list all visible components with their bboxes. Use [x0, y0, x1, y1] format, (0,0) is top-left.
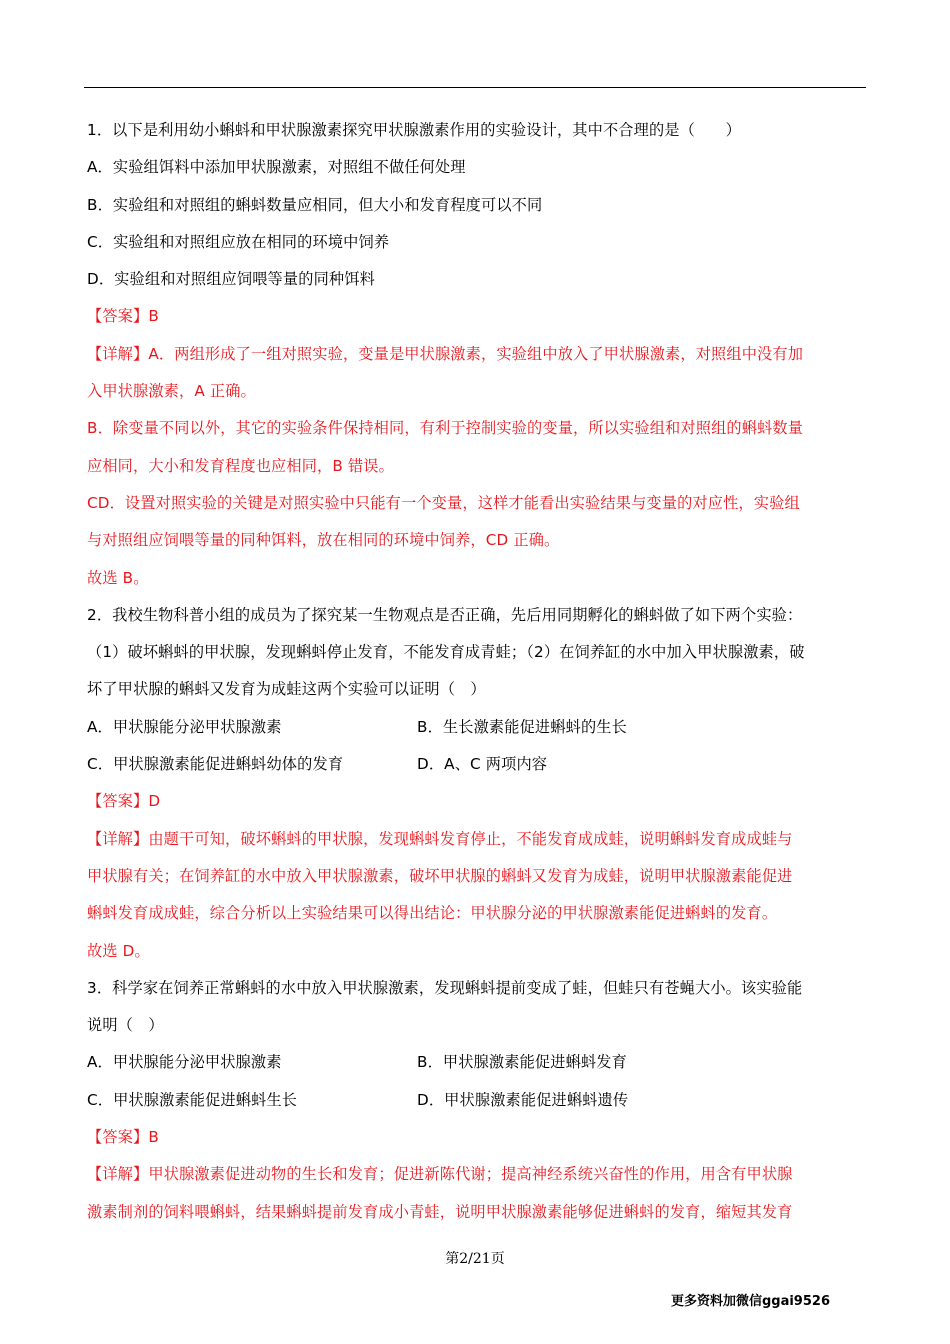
q1-option-d: D．实验组和对照组应饲喂等量的同种饵料	[87, 270, 375, 289]
q2-option-a: A．甲状腺能分泌甲状腺激素	[87, 717, 282, 736]
q1-stem: 1．以下是利用幼小蝌蚪和甲状腺激素探究甲状腺激素作用的实验设计，其中不合理的是（ ）	[87, 121, 741, 139]
q1-option-c: C．实验组和对照组应放在相同的环境中饲养	[87, 232, 390, 251]
q3-options-row	[87, 1082, 867, 1119]
q2-answer: 【答案】D	[87, 792, 161, 811]
q2-stem-line: 坏了甲状腺的蝌蚪又发育为成蛙这两个实验可以证明（ ）	[87, 680, 486, 699]
q1-conclusion: 故选 B。	[87, 568, 149, 587]
q1-option-b: B．实验组和对照组的蝌蚪数量应相同，但大小和发育程度可以不同	[87, 195, 543, 214]
q2-explanation-line: 【详解】由题干可知，破坏蝌蚪的甲状腺，发现蝌蚪发育停止，不能发育成成蛙，说明蝌蚪发育成成蛙与	[87, 829, 793, 848]
q1-option-a: A．实验组饵料中添加甲状腺激素，对照组不做任何处理	[87, 158, 466, 177]
q1-explanation-line: 与对照组应饲喂等量的同种饵料，放在相同的环境中饲养，CD 正确。	[87, 531, 560, 550]
q3-option-a: A．甲状腺能分泌甲状腺激素	[87, 1053, 282, 1072]
q2-options-row	[87, 709, 867, 746]
q1-answer: 【答案】B	[87, 307, 159, 326]
q1-explanation-line: 应相同，大小和发育程度也应相同，B 错误。	[87, 456, 394, 475]
q3-options-row	[87, 1044, 867, 1081]
q1-explanation-line: CD．设置对照实验的关键是对照实验中只能有一个变量，这样才能看出实验结果与变量的对应性，实验组	[87, 493, 800, 512]
q3-explanation-line: 【详解】甲状腺激素促进动物的生长和发育；促进新陈代谢；提高神经系统兴奋性的作用，用含有甲状腺	[87, 1165, 793, 1184]
q3-explanation-line: 激素制剂的饲料喂蝌蚪，结果蝌蚪提前发育成小青蛙，说明甲状腺激素能够促进蝌蚪的发育，缩短其发育	[87, 1202, 793, 1221]
q3-stem-line: 3．科学家在饲养正常蝌蚪的水中放入甲状腺激素，发现蝌蚪提前变成了蛙，但蛙只有苍蝇大小。该实验能	[87, 978, 803, 997]
q2-explanation-line: 甲状腺有关；在饲养缸的水中放入甲状腺激素，破坏甲状腺的蝌蚪又发育为成蛙，说明甲状腺激素能促进	[87, 866, 793, 885]
q3-option-b: B．甲状腺激素能促进蝌蚪发育	[417, 1053, 627, 1072]
q2-stem-line: 2．我校生物科普小组的成员为了探究某一生物观点是否正确，先后用同期孵化的蝌蚪做了如下两个实验：	[87, 605, 803, 624]
q2-options-row	[87, 746, 867, 783]
promo-text: 更多资料加微信ggai9526	[670, 1294, 830, 1309]
q3-option-c: C．甲状腺激素能促进蝌蚪生长	[87, 1090, 298, 1109]
q1-explanation-line: B．除变量不同以外，其它的实验条件保持相同，有利于控制实验的变量，所以实验组和对照组的蝌蚪数量	[87, 419, 804, 438]
q3-stem-line: 说明（ ）	[87, 1016, 164, 1035]
header-rule	[84, 87, 866, 88]
q2-explanation-line: 蝌蚪发育成成蛙，综合分析以上实验结果可以得出结论：甲状腺分泌的甲状腺激素能促进蝌蚪的发育。	[87, 904, 778, 923]
q1-explanation-line: 【详解】A．两组形成了一组对照实验，变量是甲状腺激素，实验组中放入了甲状腺激素，对照组中没有加	[87, 344, 804, 363]
page-content	[87, 112, 867, 1231]
q2-conclusion: 故选 D。	[87, 941, 150, 960]
q2-option-d: D．A、C 两项内容	[417, 755, 548, 774]
q3-option-d: D．甲状腺激素能促进蝌蚪遗传	[417, 1090, 629, 1109]
q2-option-b: B．生长激素能促进蝌蚪的生长	[417, 717, 627, 736]
q2-option-c: C．甲状腺激素能促进蝌蚪幼体的发育	[87, 755, 344, 774]
q2-stem-line: （1）破坏蝌蚪的甲状腺，发现蝌蚪停止发育，不能发育成青蛙；（2）在饲养缸的水中加入甲状腺激素，破	[87, 643, 805, 662]
q3-answer: 【答案】B	[87, 1128, 159, 1147]
page-number: 第2/21页	[445, 1251, 505, 1267]
q1-explanation-line: 入甲状腺激素，A 正确。	[87, 382, 256, 401]
